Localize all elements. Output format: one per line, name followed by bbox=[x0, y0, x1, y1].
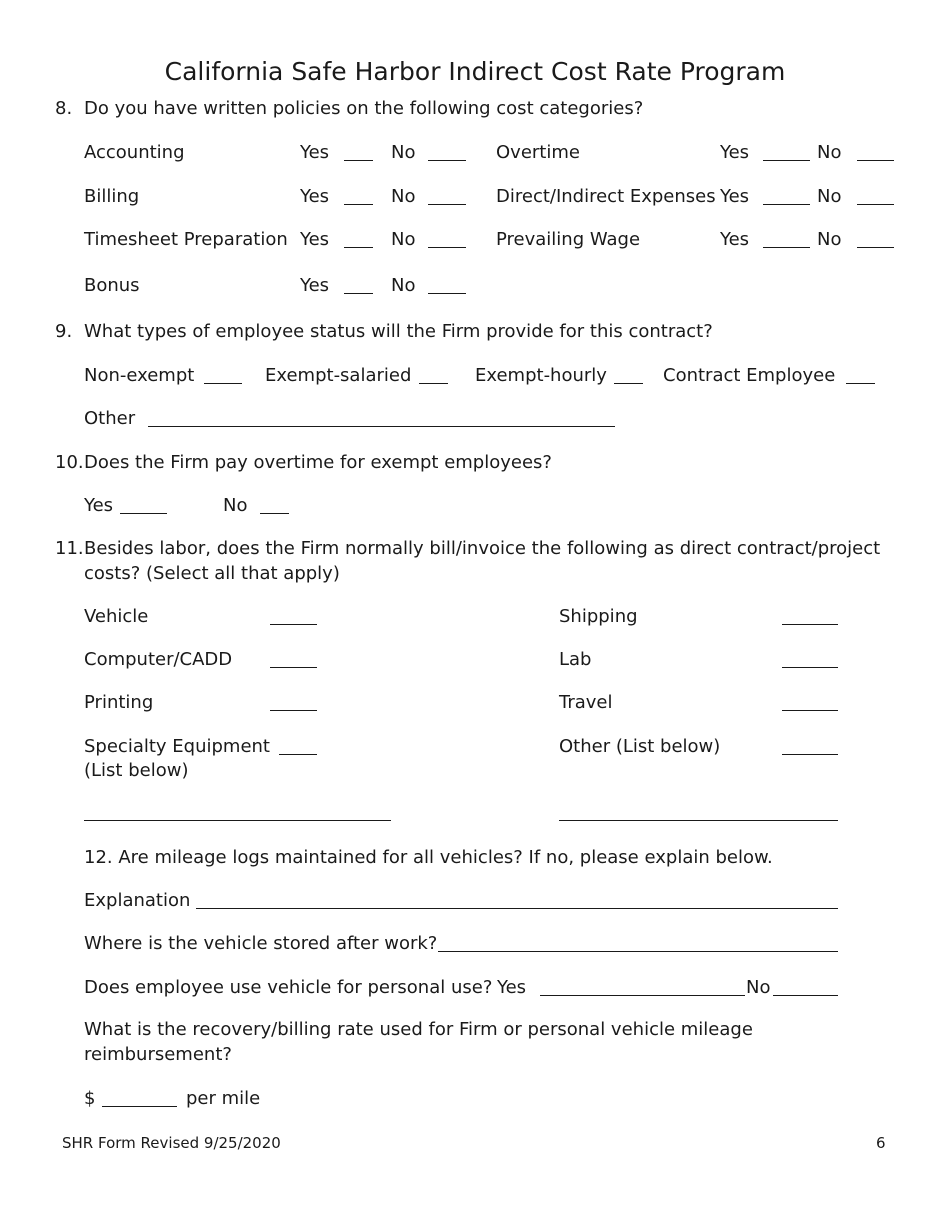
other-cost-blank[interactable] bbox=[782, 754, 838, 755]
no-label: No bbox=[817, 186, 842, 207]
question-number: 8. bbox=[55, 98, 73, 119]
yes-label: Yes bbox=[84, 495, 114, 516]
personal-use-yes-blank[interactable] bbox=[540, 995, 745, 996]
yes-label: Yes bbox=[300, 229, 330, 250]
policy-label-prevailing-wage: Prevailing Wage bbox=[496, 229, 641, 250]
accounting-yes-blank[interactable] bbox=[344, 160, 373, 161]
computer-cadd-blank[interactable] bbox=[270, 667, 317, 668]
other-label: Other bbox=[84, 408, 136, 429]
policy-label-timesheet: Timesheet Preparation bbox=[84, 229, 288, 250]
cost-label-shipping: Shipping bbox=[559, 606, 638, 627]
direct-indirect-no-blank[interactable] bbox=[857, 204, 894, 205]
timesheet-no-blank[interactable] bbox=[428, 247, 466, 248]
yes-label: Yes bbox=[497, 977, 527, 998]
cost-label-list-below: (List below) bbox=[84, 760, 189, 781]
yes-label: Yes bbox=[300, 275, 330, 296]
cost-label-computer-cadd: Computer/CADD bbox=[84, 649, 233, 670]
travel-blank[interactable] bbox=[782, 710, 838, 711]
mileage-rate-field[interactable] bbox=[102, 1106, 177, 1107]
policy-label-bonus: Bonus bbox=[84, 275, 140, 296]
vehicle-stored-field[interactable] bbox=[438, 951, 838, 952]
dollar-sign: $ bbox=[84, 1088, 96, 1109]
specialty-equipment-list-field[interactable] bbox=[84, 820, 391, 821]
prevailing-wage-yes-blank[interactable] bbox=[763, 247, 810, 248]
yes-label: Yes bbox=[720, 142, 750, 163]
question-text: What types of employee status will the Firm provide for this contract? bbox=[84, 321, 713, 342]
cost-label-other: Other (List below) bbox=[559, 736, 721, 757]
shipping-blank[interactable] bbox=[782, 624, 838, 625]
footer-form-revised: SHR Form Revised 9/25/2020 bbox=[62, 1134, 281, 1152]
personal-use-no-blank[interactable] bbox=[773, 995, 838, 996]
question-text: Do you have written policies on the following cost categories? bbox=[84, 98, 644, 119]
yes-label: Yes bbox=[720, 229, 750, 250]
specialty-equipment-blank[interactable] bbox=[279, 754, 317, 755]
question-number: 9. bbox=[55, 321, 73, 342]
cost-label-lab: Lab bbox=[559, 649, 592, 670]
billing-no-blank[interactable] bbox=[428, 204, 466, 205]
no-label: No bbox=[391, 229, 416, 250]
page-number: 6 bbox=[876, 1134, 886, 1152]
other-status-field[interactable] bbox=[148, 426, 615, 427]
exempt-salaried-blank[interactable] bbox=[419, 383, 448, 384]
bonus-no-blank[interactable] bbox=[428, 293, 466, 294]
policy-label-billing: Billing bbox=[84, 186, 140, 207]
status-label-exempt-hourly: Exempt-hourly bbox=[475, 365, 607, 386]
policy-label-direct-indirect: Direct/Indirect Expenses bbox=[496, 186, 716, 207]
page-title: California Safe Harbor Indirect Cost Rate Program bbox=[164, 57, 786, 86]
question-text-line1: Besides labor, does the Firm normally bill/invoice the following as direct contract/project bbox=[84, 538, 881, 559]
vehicle-stored-label: Where is the vehicle stored after work? bbox=[84, 933, 438, 954]
contract-employee-blank[interactable] bbox=[846, 383, 875, 384]
overtime-exempt-yes-blank[interactable] bbox=[120, 513, 167, 514]
exempt-hourly-blank[interactable] bbox=[614, 383, 643, 384]
printing-blank[interactable] bbox=[270, 710, 317, 711]
vehicle-blank[interactable] bbox=[270, 624, 317, 625]
status-label-contract-employee: Contract Employee bbox=[663, 365, 836, 386]
personal-use-label: Does employee use vehicle for personal use? bbox=[84, 977, 493, 998]
yes-label: Yes bbox=[300, 186, 330, 207]
explanation-label: Explanation bbox=[84, 890, 191, 911]
rate-question-line2: reimbursement? bbox=[84, 1044, 232, 1065]
no-label: No bbox=[817, 229, 842, 250]
no-label: No bbox=[391, 275, 416, 296]
overtime-yes-blank[interactable] bbox=[763, 160, 810, 161]
bonus-yes-blank[interactable] bbox=[344, 293, 373, 294]
question-number: 11. bbox=[55, 538, 84, 559]
question-text: Does the Firm pay overtime for exempt employees? bbox=[84, 452, 552, 473]
cost-label-specialty-equipment: Specialty Equipment bbox=[84, 736, 270, 757]
yes-label: Yes bbox=[720, 186, 750, 207]
policy-label-accounting: Accounting bbox=[84, 142, 185, 163]
prevailing-wage-no-blank[interactable] bbox=[857, 247, 894, 248]
no-label: No bbox=[223, 495, 248, 516]
explanation-field[interactable] bbox=[196, 908, 838, 909]
overtime-exempt-no-blank[interactable] bbox=[260, 513, 289, 514]
billing-yes-blank[interactable] bbox=[344, 204, 373, 205]
cost-label-travel: Travel bbox=[559, 692, 613, 713]
overtime-no-blank[interactable] bbox=[857, 160, 894, 161]
yes-label: Yes bbox=[300, 142, 330, 163]
question-number: 10. bbox=[55, 452, 84, 473]
per-mile-label: per mile bbox=[186, 1088, 261, 1109]
timesheet-yes-blank[interactable] bbox=[344, 247, 373, 248]
accounting-no-blank[interactable] bbox=[428, 160, 466, 161]
policy-label-overtime: Overtime bbox=[496, 142, 580, 163]
status-label-exempt-salaried: Exempt-salaried bbox=[265, 365, 412, 386]
no-label: No bbox=[391, 142, 416, 163]
direct-indirect-yes-blank[interactable] bbox=[763, 204, 810, 205]
cost-label-vehicle: Vehicle bbox=[84, 606, 149, 627]
question-text-line2: costs? (Select all that apply) bbox=[84, 563, 340, 584]
other-cost-list-field[interactable] bbox=[559, 820, 838, 821]
rate-question-line1: What is the recovery/billing rate used for Firm or personal vehicle mileage bbox=[84, 1019, 753, 1040]
cost-label-printing: Printing bbox=[84, 692, 154, 713]
status-label-non-exempt: Non-exempt bbox=[84, 365, 195, 386]
no-label: No bbox=[391, 186, 416, 207]
no-label: No bbox=[817, 142, 842, 163]
non-exempt-blank[interactable] bbox=[204, 383, 242, 384]
question-text: 12. Are mileage logs maintained for all vehicles? If no, please explain below. bbox=[84, 847, 773, 868]
no-label: No bbox=[746, 977, 771, 998]
lab-blank[interactable] bbox=[782, 667, 838, 668]
